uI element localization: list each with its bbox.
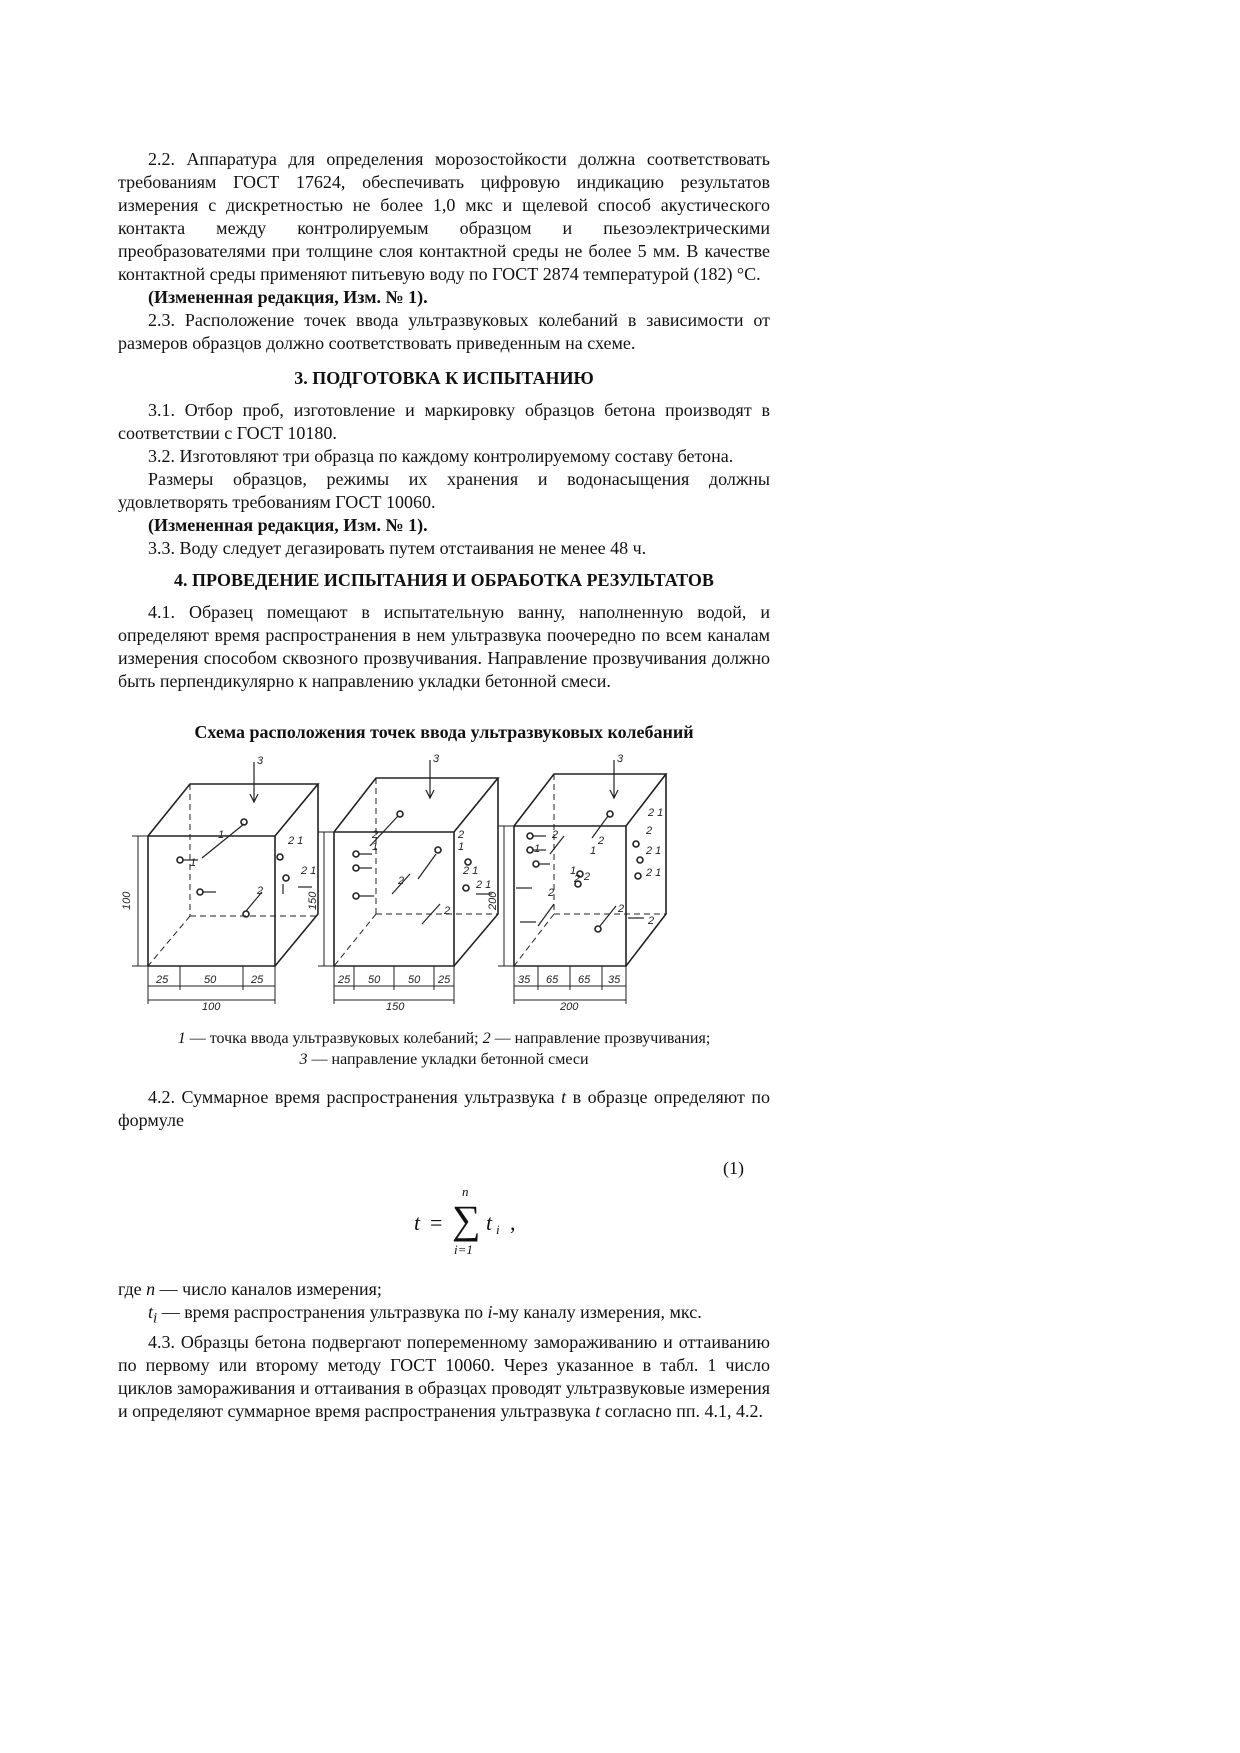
svg-text:2: 2 bbox=[598, 835, 605, 847]
cube1-seg-1: 25 bbox=[156, 974, 169, 986]
cube2-total: 150 bbox=[386, 1001, 405, 1013]
cube3-seg-1: 35 bbox=[518, 974, 531, 986]
sum-equation: t = n ∑ i=1 t i , bbox=[414, 1184, 516, 1257]
svg-text:1: 1 bbox=[218, 829, 225, 841]
where-n: где n — число каналов измерения; bbox=[118, 1279, 382, 1299]
cube2-seg-2: 50 bbox=[368, 974, 381, 986]
figure-caption: 1 — точка ввода ультразвуковых колебаний; 2 — направление прозвучивания; 3 — направление укладки бетонной смеси bbox=[177, 1030, 711, 1068]
figure-cubes-diagram bbox=[118, 754, 770, 1024]
figure-title: Схема расположения точек ввода ультразвуковых колебаний bbox=[194, 722, 694, 742]
cube1-total: 100 bbox=[202, 1001, 221, 1013]
paragraph-3-3: 3.3. Воду следует дегазировать путем отстаивания не менее 48 ч. bbox=[148, 538, 647, 558]
paragraph-3-1: 3.1. Отбор проб, изготовление и маркировку образцов бетона производят в соответствии с ГОСТ 10180. bbox=[118, 400, 770, 443]
cube-150 bbox=[307, 754, 498, 1013]
cube3-seg-3: 65 bbox=[578, 974, 591, 986]
cube-100 bbox=[121, 755, 318, 1013]
marker-3-label: 3 bbox=[257, 755, 264, 767]
svg-text:2: 2 bbox=[458, 829, 465, 841]
amendment-note: (Измененная редакция, Изм. № 1). bbox=[148, 287, 428, 307]
svg-text:2: 2 bbox=[648, 915, 655, 927]
where-ti: $t_i$ — время распространения ультразвука по i-му каналу измерения, мкс. bbox=[148, 1302, 702, 1327]
amendment-note: (Измененная редакция, Изм. № 1). bbox=[148, 515, 428, 535]
svg-text:2 1: 2 1 bbox=[476, 879, 492, 891]
cube3-total: 200 bbox=[560, 1001, 579, 1013]
paragraph-4-3: 4.3. Образцы бетона подвергают попеременному замораживанию и оттаиванию по первому или второму методу ГОСТ 10060. Через указанное в табл. 1 число циклов замораживания и оттаивания в образцах проводят ультразвуковые измерения и определяют суммарное время распространения ультразвука t согласно пп. 4.1, 4.2. bbox=[118, 1331, 770, 1421]
cube2-seg-1: 25 bbox=[338, 974, 351, 986]
paragraph-2-3: 2.3. Расположение точек ввода ультразвуковых колебаний в зависимости от размеров образцов должно соответствовать приведенным на схеме. bbox=[118, 310, 770, 353]
cube3-height-label: 200 bbox=[487, 891, 499, 910]
cube1-seg-3: 25 bbox=[251, 974, 264, 986]
cube-200 bbox=[487, 754, 666, 1013]
svg-text:2 1: 2 1 bbox=[301, 865, 317, 877]
marker-3-label: 3 bbox=[617, 754, 624, 765]
svg-text:1: 1 bbox=[190, 857, 197, 869]
svg-text:2 1: 2 1 bbox=[288, 835, 304, 847]
cube2-height-label: 150 bbox=[307, 891, 319, 910]
paragraph-4-2: 4.2. Суммарное время распространения ультразвука t в образце определяют по формуле bbox=[118, 1087, 770, 1130]
cube3-seg-4: 35 bbox=[608, 974, 621, 986]
svg-text:2 1: 2 1 bbox=[646, 867, 662, 879]
paragraph-2-2: 2.2. Аппаратура для определения морозостойкости должна соответствовать требованиям ГОСТ 17624, обеспечивать цифровую индикацию результатов измерения с дискретностью не более 1,0 мкс и щелевой способ акустического контакта между контролируемым образцом и пьезоэлектрическими преобразователями при толщине слоя контактной среды не более 5 мм. В качестве контактной среды применяют питьевую воду по ГОСТ 2874 температурой (182) °С. bbox=[118, 149, 770, 284]
cube3-seg-2: 65 bbox=[546, 974, 559, 986]
cube1-height-label: 100 bbox=[121, 891, 133, 910]
svg-text:2: 2 bbox=[548, 887, 555, 899]
equation-number: (1) bbox=[723, 1158, 744, 1178]
svg-text:1: 1 bbox=[534, 843, 541, 855]
svg-text:2: 2 bbox=[257, 885, 264, 897]
svg-text:1: 1 bbox=[372, 841, 379, 853]
svg-text:2: 2 bbox=[584, 871, 591, 883]
formula-1 bbox=[118, 1158, 770, 1278]
svg-text:1: 1 bbox=[570, 865, 577, 877]
section-3-heading: 3. ПОДГОТОВКА К ИСПЫТАНИЮ bbox=[294, 368, 594, 388]
svg-text:2 1: 2 1 bbox=[463, 865, 479, 877]
svg-text:2 1: 2 1 bbox=[648, 807, 664, 819]
cube2-seg-3: 50 bbox=[408, 974, 421, 986]
paragraph-3-2-sizes: Размеры образцов, режимы их хранения и водонасыщения должны удовлетворять требованиям ГОСТ 10060. bbox=[118, 469, 770, 512]
cube2-seg-4: 25 bbox=[438, 974, 451, 986]
paragraph-4-1: 4.1. Образец помещают в испытательную ванну, наполненную водой, и определяют время распространения в нем ультразвука поочередно по всем каналам измерения способом сквозного прозвучивания. Направление прозвучивания должно быть перпендикулярно к направлению укладки бетонной смеси. bbox=[118, 602, 770, 691]
svg-text:2: 2 bbox=[618, 903, 625, 915]
cube1-seg-2: 50 bbox=[204, 974, 217, 986]
svg-text:2: 2 bbox=[552, 829, 559, 841]
svg-text:2: 2 bbox=[398, 875, 405, 887]
section-4-heading: 4. ПРОВЕДЕНИЕ ИСПЫТАНИЯ И ОБРАБОТКА РЕЗУЛЬТАТОВ bbox=[174, 570, 714, 590]
svg-text:2 1: 2 1 bbox=[646, 845, 662, 857]
svg-text:2: 2 bbox=[646, 825, 653, 837]
svg-text:2: 2 bbox=[574, 873, 581, 885]
svg-text:1: 1 bbox=[458, 841, 465, 853]
document-page bbox=[118, 148, 770, 1423]
svg-text:2: 2 bbox=[444, 905, 451, 917]
svg-text:2: 2 bbox=[372, 829, 379, 841]
marker-3-label: 3 bbox=[433, 754, 440, 765]
paragraph-3-2: 3.2. Изготовляют три образца по каждому контролируемому составу бетона. bbox=[148, 446, 734, 466]
svg-text:1: 1 bbox=[590, 845, 597, 857]
